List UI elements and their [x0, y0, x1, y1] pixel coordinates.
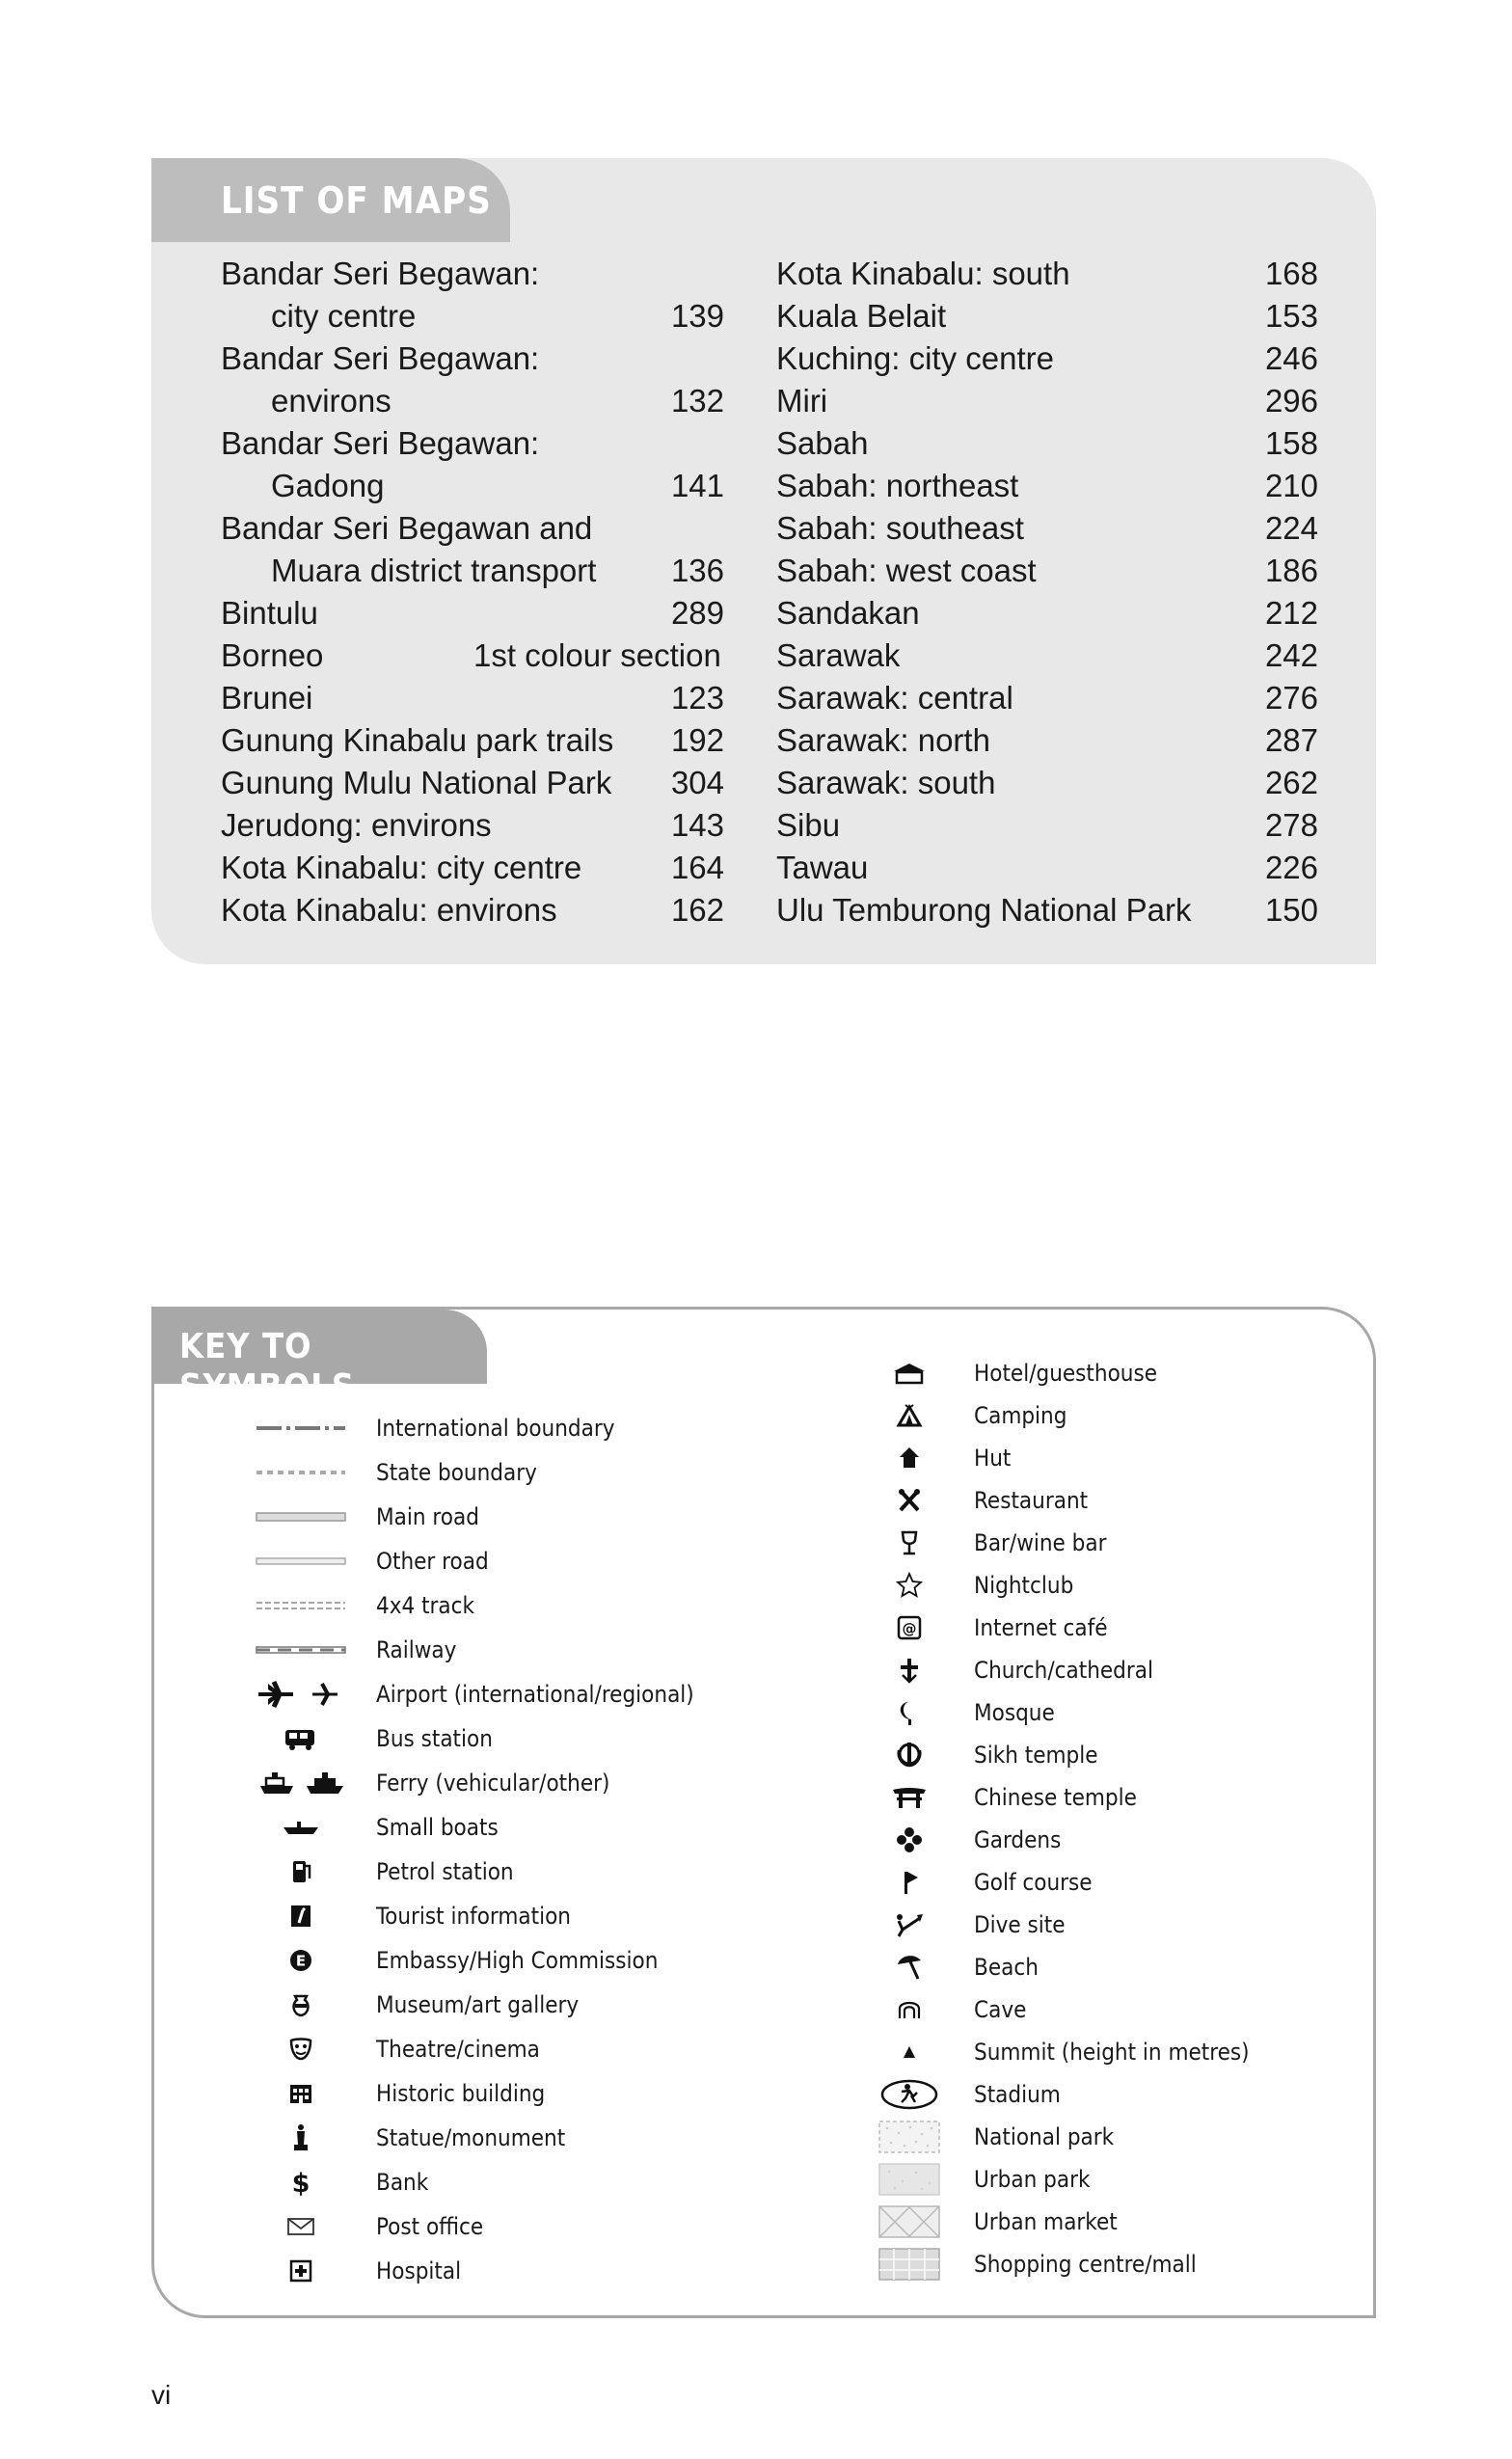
- map-list-item: [221, 889, 724, 932]
- symbol-key-item: [876, 2031, 1358, 2073]
- map-list-item: [221, 762, 724, 804]
- maps-column-left: [221, 253, 724, 932]
- symbol-key-item: [876, 2158, 1358, 2201]
- symbol-label: Tourist information: [376, 1903, 571, 1930]
- map-name: Bandar Seri Begawan:: [221, 425, 540, 461]
- map-page-number: 186: [1264, 553, 1318, 588]
- tent-icon: [876, 1394, 943, 1437]
- symbol-label: Urban market: [974, 2208, 1118, 2235]
- map-name: Bandar Seri Begawan:: [221, 256, 540, 291]
- key-to-symbols-title: KEY TO SYMBOLS: [179, 1327, 356, 1407]
- maps-column-right: [776, 253, 1318, 932]
- other-road-line-icon: [253, 1539, 349, 1583]
- symbol-key-item: [876, 1522, 1358, 1564]
- symbol-key-item: [253, 1628, 793, 1672]
- symbol-key-item: [253, 1583, 793, 1628]
- map-list-item: [221, 719, 724, 762]
- hospital-cross-icon: [253, 2249, 349, 2293]
- map-name: Brunei: [221, 680, 313, 716]
- symbol-label: Hotel/guesthouse: [974, 1360, 1157, 1387]
- symbol-key-item: [253, 1495, 793, 1539]
- symbol-key-item: [253, 2027, 793, 2071]
- small-boat-icon: [253, 1805, 349, 1850]
- map-name: Bintulu: [221, 595, 318, 631]
- symbol-key-item: [876, 2243, 1358, 2285]
- key-column-right: [876, 1352, 1358, 2285]
- map-page-number: 139: [670, 298, 724, 334]
- golf-flag-icon: [876, 1861, 943, 1904]
- historic-building-icon: [253, 2071, 349, 2116]
- map-name: Sabah: [776, 425, 869, 461]
- list-of-maps-tab: [151, 158, 510, 242]
- map-list-item: [221, 804, 724, 847]
- map-name: Bandar Seri Begawan:: [221, 340, 540, 376]
- symbol-key-item: [876, 1904, 1358, 1946]
- map-name: Sarawak: south: [776, 765, 996, 800]
- map-name: Tawau: [776, 850, 869, 885]
- diver-icon: [876, 1904, 943, 1946]
- symbol-label: Embassy/High Commission: [376, 1947, 659, 1974]
- map-name: Jerudong: environs: [221, 807, 492, 843]
- map-page-number: 141: [670, 468, 724, 503]
- urban-market-swatch-icon: [876, 2201, 943, 2243]
- symbol-label: Summit (height in metres): [974, 2039, 1250, 2066]
- map-list-item: [776, 550, 1318, 592]
- theatre-mask-icon: [253, 2027, 349, 2071]
- star-outline-icon: [876, 1564, 943, 1607]
- main-road-line-icon: [253, 1495, 349, 1539]
- symbol-key-item: [876, 2073, 1358, 2116]
- symbol-key-item: [253, 2160, 793, 2204]
- map-page-number: 224: [1264, 510, 1318, 546]
- map-page-number: 262: [1264, 765, 1318, 800]
- map-name: Gunung Mulu National Park: [221, 765, 612, 800]
- symbol-label: Airport (international/regional): [376, 1681, 694, 1708]
- symbol-label: Petrol station: [376, 1858, 514, 1885]
- map-page-number: 296: [1264, 383, 1318, 419]
- symbol-label: Statue/monument: [376, 2124, 566, 2151]
- symbol-key-item: [253, 1450, 793, 1495]
- map-page-number: 226: [1264, 850, 1318, 885]
- map-name: city centre: [271, 298, 417, 334]
- svg-text:@: @: [902, 1620, 917, 1637]
- symbol-label: Small boats: [376, 1814, 499, 1841]
- symbol-key-item: [253, 1716, 793, 1761]
- wine-glass-icon: [876, 1522, 943, 1564]
- map-list-item: [221, 550, 724, 592]
- map-page-number: 123: [670, 680, 724, 716]
- map-page-number: 150: [1264, 892, 1318, 928]
- symbol-label: Historic building: [376, 2080, 546, 2107]
- airport-icon: [253, 1672, 349, 1716]
- map-list-item: [221, 677, 724, 719]
- map-list-item: [221, 338, 724, 380]
- map-name: environs: [271, 383, 392, 419]
- map-list-item: [776, 422, 1318, 465]
- urban-park-swatch-icon: [876, 2158, 943, 2201]
- map-list-item: [776, 465, 1318, 507]
- envelope-icon: [253, 2204, 349, 2249]
- bus-icon: [253, 1716, 349, 1761]
- symbol-label: Urban park: [974, 2166, 1091, 2193]
- map-name: Sarawak: north: [776, 722, 990, 758]
- map-page-number: 246: [1264, 340, 1318, 376]
- symbol-key-item: [253, 1539, 793, 1583]
- dollar-icon: [253, 2160, 349, 2204]
- symbol-key-item: [876, 1946, 1358, 1988]
- symbol-key-item: [876, 1352, 1358, 1394]
- map-page-number: 289: [670, 595, 724, 631]
- symbol-label: Restaurant: [974, 1487, 1089, 1514]
- internet-at-icon: [876, 1607, 943, 1649]
- list-of-maps-title: LIST OF MAPS: [221, 179, 492, 222]
- symbol-key-item: [253, 1672, 793, 1716]
- symbol-key-item: [253, 1805, 793, 1850]
- map-list-item: [221, 635, 724, 677]
- map-list-item: [776, 380, 1318, 422]
- museum-icon: [253, 1983, 349, 2027]
- stadium-icon: [876, 2073, 943, 2116]
- map-page-number: 158: [1264, 425, 1318, 461]
- map-page-number: 136: [670, 553, 724, 588]
- hotel-icon: [876, 1352, 943, 1394]
- symbol-label: Bar/wine bar: [974, 1529, 1107, 1556]
- symbol-key-item: [253, 1983, 793, 2027]
- symbol-key-item: [876, 1394, 1358, 1437]
- symbol-label: Post office: [376, 2213, 484, 2240]
- map-name: Bandar Seri Begawan and: [221, 510, 593, 546]
- symbol-key-item: [876, 1776, 1358, 1819]
- information-icon: [253, 1894, 349, 1938]
- map-location-note: 1st colour section: [473, 637, 721, 673]
- map-list-item: [776, 889, 1318, 932]
- map-page-number: 210: [1264, 468, 1318, 503]
- symbol-label: Main road: [376, 1503, 479, 1530]
- international-boundary-line-icon: [253, 1406, 349, 1450]
- symbol-label: Church/cathedral: [974, 1657, 1153, 1684]
- symbol-label: International boundary: [376, 1415, 615, 1442]
- chinese-temple-icon: [876, 1776, 943, 1819]
- map-list-item: [776, 677, 1318, 719]
- map-page-number: 287: [1264, 722, 1318, 758]
- symbol-label: Sikh temple: [974, 1742, 1098, 1769]
- svg-text:$: $: [291, 2169, 310, 2198]
- map-list-item: [776, 635, 1318, 677]
- symbol-label: Golf course: [974, 1869, 1093, 1896]
- symbol-key-item: [253, 2116, 793, 2160]
- map-name: Kota Kinabalu: city centre: [221, 850, 582, 885]
- flower-icon: [876, 1819, 943, 1861]
- symbol-key-item: [876, 1607, 1358, 1649]
- map-name: Sarawak: [776, 637, 901, 673]
- map-name: Kota Kinabalu: environs: [221, 892, 557, 928]
- map-page-number: 164: [670, 850, 724, 885]
- map-name: Miri: [776, 383, 828, 419]
- symbol-label: Internet café: [974, 1614, 1108, 1641]
- map-list-item: [776, 507, 1318, 550]
- map-name: Sabah: southeast: [776, 510, 1024, 546]
- map-name: Kota Kinabalu: south: [776, 256, 1070, 291]
- map-name: Gunung Kinabalu park trails: [221, 722, 614, 758]
- map-page-number: 278: [1264, 807, 1318, 843]
- key-column-left: [253, 1406, 793, 2293]
- symbol-label: 4x4 track: [376, 1592, 475, 1619]
- map-page-number: 276: [1264, 680, 1318, 716]
- key-to-symbols-tab: [154, 1310, 487, 1407]
- state-boundary-line-icon: [253, 1450, 349, 1495]
- symbol-label: Cave: [974, 1996, 1027, 2023]
- hut-icon: [876, 1437, 943, 1479]
- symbol-key-item: [253, 2204, 793, 2249]
- map-list-item: [776, 295, 1318, 338]
- beach-umbrella-icon: [876, 1946, 943, 1988]
- symbol-label: Hospital: [376, 2257, 462, 2284]
- symbol-label: Museum/art gallery: [376, 1991, 580, 2018]
- map-name: Ulu Temburong National Park: [776, 892, 1192, 928]
- map-page-number: 304: [670, 765, 724, 800]
- map-name: Sabah: west coast: [776, 553, 1037, 588]
- map-name: Muara district transport: [271, 553, 597, 588]
- symbol-key-item: [876, 2116, 1358, 2158]
- track-line-icon: [253, 1583, 349, 1628]
- symbol-label: Beach: [974, 1954, 1039, 1981]
- symbol-label: Chinese temple: [974, 1784, 1137, 1811]
- map-list-item: [221, 847, 724, 889]
- map-list-item: [776, 762, 1318, 804]
- symbol-key-item: [876, 1564, 1358, 1607]
- map-list-item: [221, 465, 724, 507]
- symbol-label: Stadium: [974, 2081, 1061, 2108]
- symbol-label: Other road: [376, 1548, 489, 1575]
- map-list-item: [221, 592, 724, 635]
- map-page-number: 132: [670, 383, 724, 419]
- key-to-symbols-panel: [151, 1307, 1376, 2318]
- map-name: Sibu: [776, 807, 841, 843]
- map-page-number: 153: [1264, 298, 1318, 334]
- symbol-key-item: [876, 1819, 1358, 1861]
- symbol-label: Theatre/cinema: [376, 2036, 540, 2063]
- map-name: Sarawak: central: [776, 680, 1013, 716]
- map-page-number: 242: [1264, 637, 1318, 673]
- map-list-item: [221, 253, 724, 295]
- list-of-maps-panel: [151, 158, 1376, 964]
- symbol-key-item: [253, 2249, 793, 2293]
- cutlery-icon: [876, 1479, 943, 1522]
- map-name: Kuching: city centre: [776, 340, 1054, 376]
- symbol-label: Dive site: [974, 1911, 1066, 1938]
- railway-line-icon: [253, 1628, 349, 1672]
- map-name: Borneo: [221, 637, 324, 673]
- symbol-key-item: [253, 2071, 793, 2116]
- symbol-label: Railway: [376, 1636, 457, 1663]
- symbol-label: Gardens: [974, 1826, 1062, 1853]
- shopping-mall-swatch-icon: [876, 2243, 943, 2285]
- map-name: Gadong: [271, 468, 385, 503]
- cave-icon: [876, 1988, 943, 2031]
- embassy-icon: [253, 1938, 349, 1983]
- mosque-crescent-icon: [876, 1691, 943, 1734]
- map-page-number: 162: [670, 892, 724, 928]
- symbol-label: National park: [974, 2123, 1115, 2150]
- map-list-item: [776, 847, 1318, 889]
- symbol-label: Bank: [376, 2169, 429, 2196]
- church-icon: [876, 1649, 943, 1691]
- symbol-label: Ferry (vehicular/other): [376, 1770, 610, 1797]
- symbol-key-item: [876, 1437, 1358, 1479]
- symbol-key-item: [253, 1761, 793, 1805]
- symbol-key-item: [253, 1894, 793, 1938]
- symbol-key-item: [876, 1734, 1358, 1776]
- symbol-label: Bus station: [376, 1725, 493, 1752]
- symbol-key-item: [876, 2201, 1358, 2243]
- symbol-key-item: [876, 1649, 1358, 1691]
- map-list-item: [221, 380, 724, 422]
- map-list-item: [776, 719, 1318, 762]
- symbol-key-item: [876, 1691, 1358, 1734]
- map-page-number: 143: [670, 807, 724, 843]
- map-name: Sabah: northeast: [776, 468, 1019, 503]
- map-page-number: 168: [1264, 256, 1318, 291]
- map-list-item: [221, 422, 724, 465]
- map-name: Kuala Belait: [776, 298, 947, 334]
- page-number: vi: [151, 2380, 172, 2410]
- map-list-item: [221, 295, 724, 338]
- petrol-pump-icon: [253, 1850, 349, 1894]
- map-name: Sandakan: [776, 595, 920, 631]
- ferry-icon: [253, 1761, 349, 1805]
- map-list-item: [776, 592, 1318, 635]
- symbol-label: Nightclub: [974, 1572, 1074, 1599]
- map-list-item: [776, 253, 1318, 295]
- symbol-label: Shopping centre/mall: [974, 2251, 1197, 2278]
- map-list-item: [221, 507, 724, 550]
- map-page-number: 212: [1264, 595, 1318, 631]
- summit-triangle-icon: [876, 2031, 943, 2073]
- sikh-khanda-icon: [876, 1734, 943, 1776]
- map-page-number: 192: [670, 722, 724, 758]
- symbol-label: Hut: [974, 1445, 1012, 1472]
- map-list-item: [776, 804, 1318, 847]
- symbol-label: Camping: [974, 1402, 1067, 1429]
- national-park-swatch-icon: [876, 2116, 943, 2158]
- symbol-key-item: [253, 1850, 793, 1894]
- symbol-label: Mosque: [974, 1699, 1055, 1726]
- symbol-key-item: [876, 1479, 1358, 1522]
- svg-text:E: E: [295, 1952, 307, 1970]
- map-list-item: [776, 338, 1318, 380]
- statue-icon: [253, 2116, 349, 2160]
- symbol-key-item: [253, 1406, 793, 1450]
- symbol-key-item: [876, 1988, 1358, 2031]
- symbol-key-item: [876, 1861, 1358, 1904]
- symbol-key-item: [253, 1938, 793, 1983]
- symbol-label: State boundary: [376, 1459, 537, 1486]
